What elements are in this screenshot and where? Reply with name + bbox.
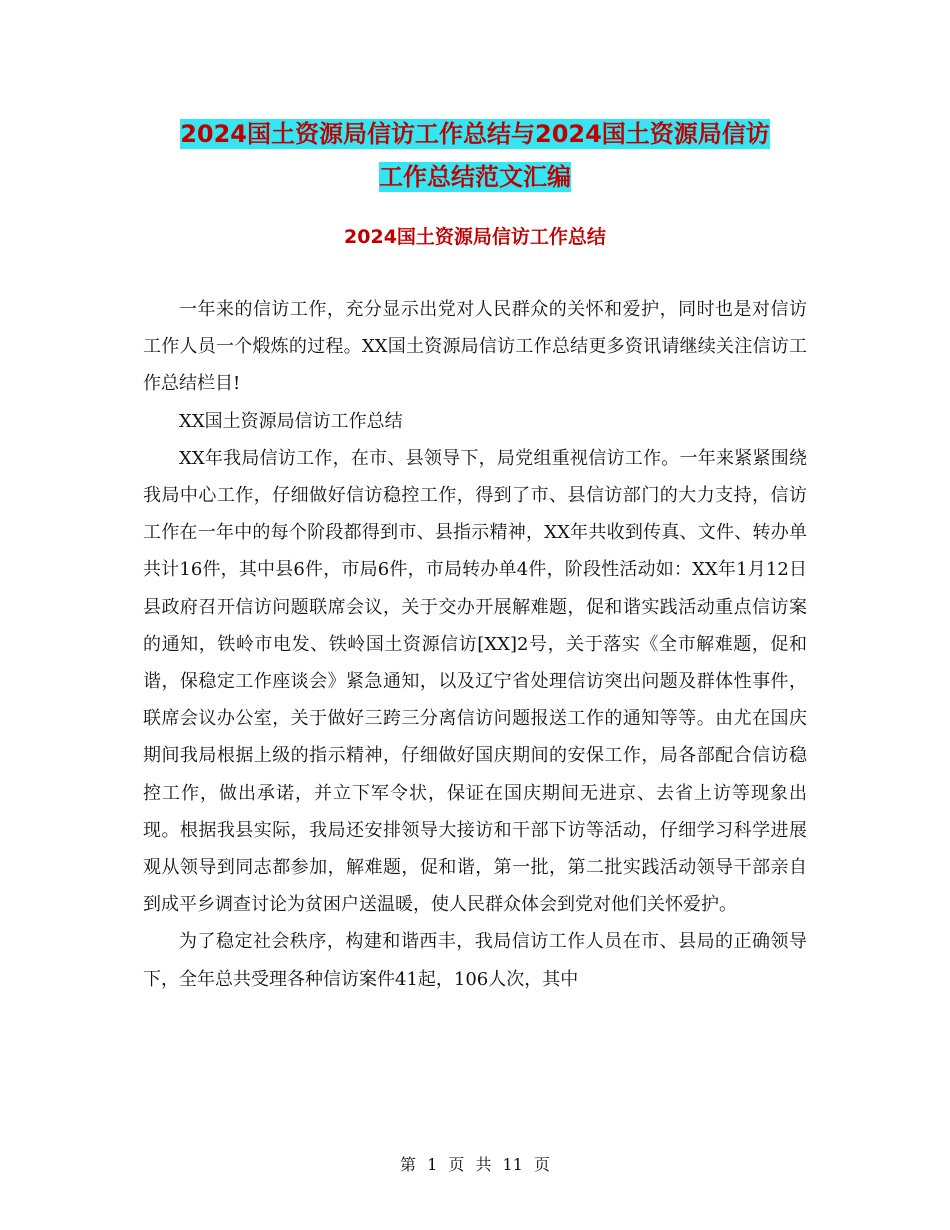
title-line-1-text: 2024国土资源局信访工作总结与2024国土资源局信访 — [180, 120, 770, 148]
page-footer: 第 1 页 共 11 页 — [400, 1155, 550, 1174]
title-line-2 — [0, 156, 950, 199]
document-title — [0, 113, 950, 199]
title-line-2-text: 工作总结范文汇编 — [379, 163, 571, 191]
paragraph-main: XX年我局信访工作，在市、县领导下，局党组重视信访工作。一年来紧紧围绕我局中心工作，仔细做好信访稳控工作，得到了市、县信访部门的大力支持，信访工作在一年中的每个阶段都得到市、县指示精神，XX年共收到传真、文件、转办单共计16件，其中县6件，市局6件，市局转办单4件，阶段性活动如：XX年1月12日县政府召开信访问题联席会议，关于交办开展解难题，促和谐实践活动重点信访案的通知，铁岭市电发、铁岭国土资源信访[XX]2号，关于落实《全市解难题，促和谐，保稳定工作座谈会》紧急通知，以及辽宁省处理信访突出问题及群体性事件，联席会议办公室，关于做好三跨三分离信访问题报送工作的通知等等。由尤在国庆期间我局根据上级的指示精神，仔细做好国庆期间的安保工作，局各部配合信访稳控工作，做出承诺，并立下军令状，保证在国庆期间无进京、去省上访等现象出现。根据我县实际，我局还安排领导大接访和干部下访等活动，仔细学习科学进展观从领导到同志都参加，解难题，促和谐，第一批，第二批实践活动领导干部亲自到成平乡调查讨论为贫困户送温暖，使人民群众体会到党对他们关怀爱护。 — [143, 447, 807, 916]
paragraph-intro: 一年来的信访工作，充分显示出党对人民群众的关怀和爱护，同时也是对信访工作人员一个煅炼的过程。XX国土资源局信访工作总结更多资讯请继续关注信访工作总结栏目! — [143, 299, 807, 395]
section-heading: 2024国土资源局信访工作总结 — [344, 226, 606, 248]
paragraph-subheading: XX国土资源局信访工作总结 — [179, 410, 403, 432]
title-line-1 — [0, 113, 950, 156]
paragraph-continued: 为了稳定社会秩序，构建和谐西丰，我局信访工作人员在市、县局的正确领导下，全年总共受理各种信访案件41起，106人次，其中 — [143, 931, 807, 990]
document-body — [143, 291, 807, 998]
